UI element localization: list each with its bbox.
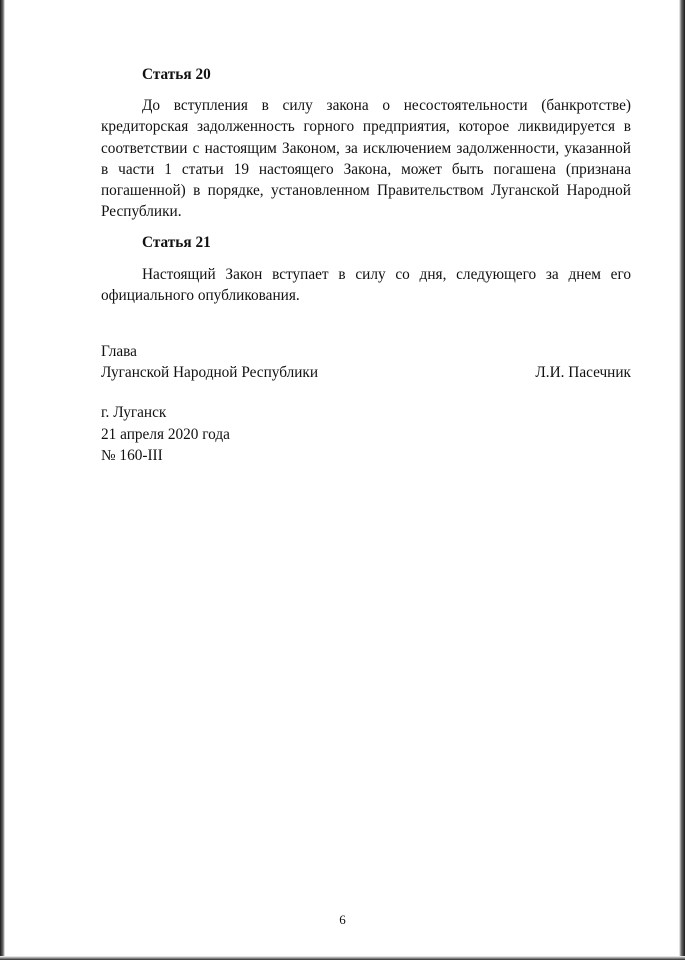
article-21-title: Статья 21 xyxy=(142,234,211,252)
scan-edge-left xyxy=(0,0,5,960)
article-21-text: Настоящий Закон вступает в силу со дня, следующего за днем его официального опубликования. xyxy=(101,265,631,304)
document-body xyxy=(101,64,631,306)
signatory-position-line1: Глава xyxy=(101,343,137,360)
signatory-position-line2: Луганской Народной Республики xyxy=(101,364,319,382)
article-20-text: До вступления в силу закона о несостоятельности (банкротстве) кредиторская задолженность горного предприятия, которое ликвидируется в соответствии с настоящим Законом, за исключением задолженности, указанной в части 1 статьи 19 настоящего Закона, может быть погашена (признана погашенной) в порядке, установленном Правительством Луганской Народной Республики. xyxy=(101,97,631,221)
signatory-name: Л.И. Пасечник xyxy=(535,364,631,382)
signature-block xyxy=(101,341,631,383)
law-date: 21 апреля 2020 года xyxy=(101,425,230,443)
place-city: г. Луганск xyxy=(101,404,167,421)
page-number: 6 xyxy=(339,912,346,927)
scan-edge-right xyxy=(679,0,685,960)
law-number: № 160-III xyxy=(101,447,163,465)
scan-edge-bottom xyxy=(0,956,685,960)
place-date-block xyxy=(101,402,401,467)
article-20-title: Статья 20 xyxy=(142,66,211,83)
